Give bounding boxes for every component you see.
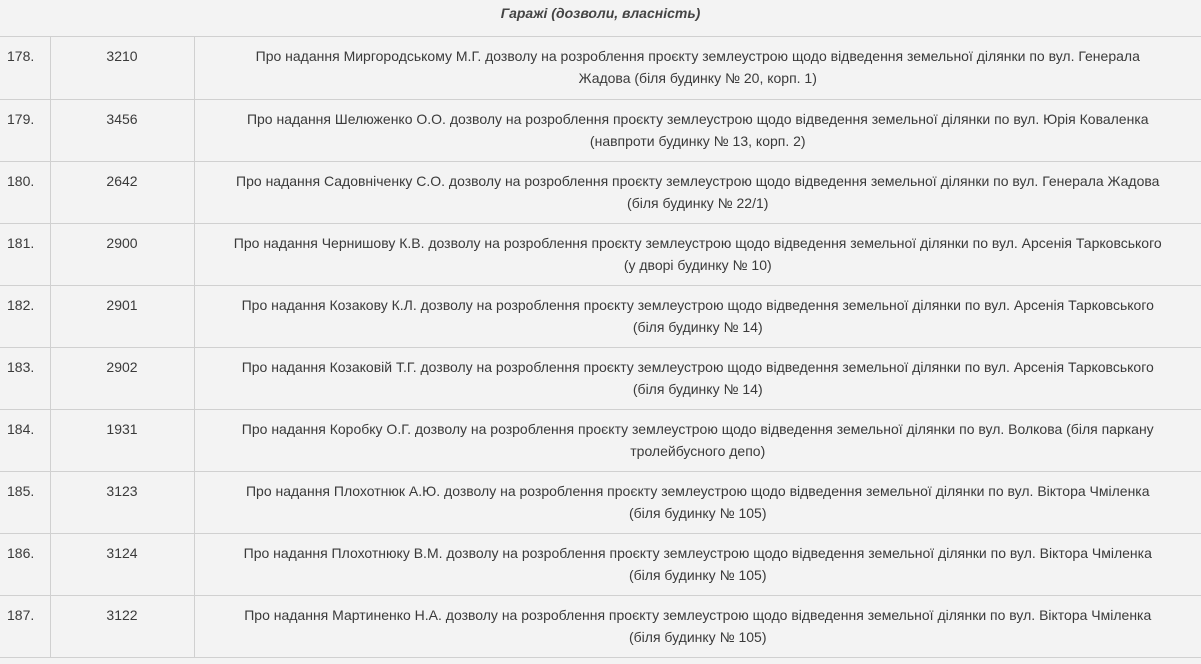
row-number: 180.: [0, 161, 50, 223]
table-row: [0, 223, 1201, 285]
description-line-1: Про надання Миргородському М.Г. дозволу на розроблення проєкту землеустрою щодо відведення земельної ділянки по вул. Генерала: [255, 48, 1140, 64]
description-line-1: Про надання Козаковій Т.Г. дозволу на розроблення проєкту землеустрою щодо відведення земельної ділянки по вул. Арсенія Тарковського: [241, 358, 1154, 375]
row-code: 2900: [50, 223, 194, 285]
table-row: [0, 595, 1201, 657]
row-code: 2902: [50, 347, 194, 409]
row-code: 2642: [50, 161, 194, 223]
row-code: 3122: [50, 595, 194, 657]
table-row: [0, 409, 1201, 471]
description-line-2: (біля будинку № 14): [632, 380, 763, 397]
table-row: [0, 347, 1201, 409]
row-number: 186.: [0, 533, 50, 595]
description-line-1: Про надання Плохотнюк А.Ю. дозволу на розроблення проєкту землеустрою щодо відведення земельної ділянки по вул. Віктора Чміленка: [245, 482, 1150, 499]
description-line-2: (біля будинку № 105): [629, 504, 767, 521]
decisions-table: [0, 37, 1201, 658]
description-line-2: (біля будинку № 22/1): [627, 194, 769, 211]
description-line-1: Про надання Шелюженко О.О. дозволу на розроблення проєкту землеустрою щодо відведення земельної ділянки по вул. Юрія Коваленка: [246, 110, 1149, 127]
row-description: [194, 471, 1201, 533]
description-line-1: Про надання Козакову К.Л. дозволу на розроблення проєкту землеустрою щодо відведення земельної ділянки по вул. Арсенія Тарковського: [241, 296, 1154, 313]
description-line-2: Жадова (біля будинку № 20, корп. 1): [578, 70, 817, 86]
row-description: [194, 347, 1201, 409]
description-line-2: (навпроти будинку № 13, корп. 2): [589, 132, 806, 149]
row-description: [194, 409, 1201, 471]
description-line-2: (біля будинку № 14): [632, 318, 763, 335]
table-body: [0, 37, 1201, 657]
row-code: 2901: [50, 285, 194, 347]
table-row: [0, 471, 1201, 533]
description-line-1: Про надання Коробку О.Г. дозволу на розроблення проєкту землеустрою щодо відведення земельної ділянки по вул. Волкова (біля паркану: [241, 420, 1154, 437]
row-number: 183.: [0, 347, 50, 409]
description-line-1: Про надання Мартиненко Н.А. дозволу на розроблення проєкту землеустрою щодо відведення земельної ділянки по вул. Віктора Чміленка: [244, 606, 1152, 623]
description-line-1: Про надання Садовніченку С.О. дозволу на розроблення проєкту землеустрою щодо відведення земельної ділянки по вул. Генерала Жадова: [236, 172, 1160, 189]
row-number: 178.: [0, 37, 50, 99]
row-code: 3210: [50, 37, 194, 99]
description-line-2: (у дворі будинку № 10): [623, 256, 772, 273]
table-row: [0, 161, 1201, 223]
description-line-2: (біля будинку № 105): [629, 628, 767, 645]
section-title: Гаражі (дозволи, власність): [0, 0, 1201, 37]
row-code: 3123: [50, 471, 194, 533]
description-line-2: (біля будинку № 105): [629, 566, 767, 583]
row-code: 3456: [50, 99, 194, 161]
table-row: [0, 37, 1201, 99]
table-row: [0, 99, 1201, 161]
row-number: 181.: [0, 223, 50, 285]
row-number: 179.: [0, 99, 50, 161]
row-code: 1931: [50, 409, 194, 471]
row-description: [194, 285, 1201, 347]
row-code: 3124: [50, 533, 194, 595]
row-number: 185.: [0, 471, 50, 533]
description-line-1: Про надання Плохотнюку В.М. дозволу на розроблення проєкту землеустрою щодо відведення земельної ділянки по вул. Віктора Чміленка: [243, 544, 1152, 561]
row-description: [194, 37, 1201, 99]
table-row: [0, 533, 1201, 595]
row-description: [194, 595, 1201, 657]
row-number: 184.: [0, 409, 50, 471]
row-number: 182.: [0, 285, 50, 347]
description-line-1: Про надання Чернишову К.В. дозволу на розроблення проєкту землеустрою щодо відведення земельної ділянки по вул. Арсенія Тарковського: [233, 234, 1162, 251]
description-line-2: тролейбусного депо): [630, 442, 766, 459]
row-description: [194, 533, 1201, 595]
row-number: 187.: [0, 595, 50, 657]
row-description: [194, 99, 1201, 161]
row-description: [194, 223, 1201, 285]
row-description: [194, 161, 1201, 223]
table-row: [0, 285, 1201, 347]
